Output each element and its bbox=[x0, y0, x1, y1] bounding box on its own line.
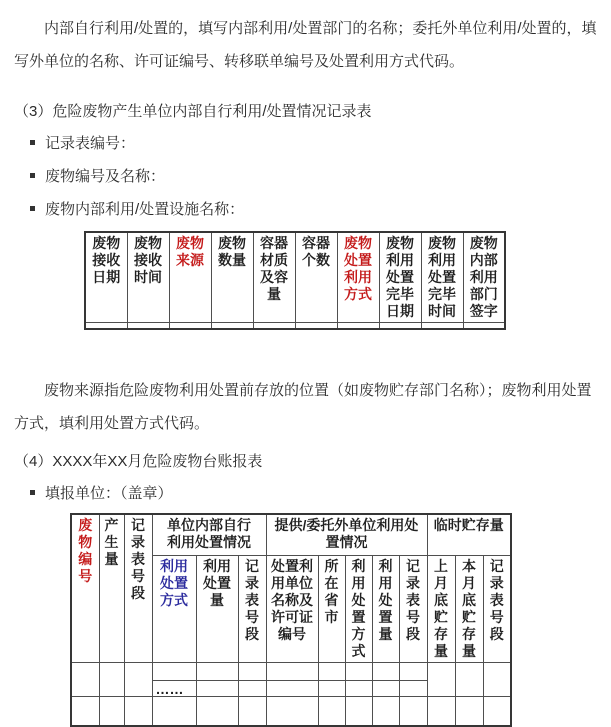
empty-cell bbox=[169, 323, 211, 330]
empty-cell bbox=[372, 697, 399, 727]
t2-group-external-disposal bbox=[266, 514, 427, 556]
empty-cell bbox=[124, 697, 152, 727]
empty-cell bbox=[196, 697, 238, 727]
empty-cell bbox=[152, 697, 196, 727]
bullet-square-icon bbox=[30, 490, 35, 495]
t2-col-storage-last-month: 上月底贮存量 bbox=[427, 556, 455, 663]
t1-col-waste-source: 废物来源 bbox=[169, 232, 211, 323]
list-item-label: 废物编号及名称： bbox=[45, 168, 166, 185]
t2-col-waste-code: 废物编号 bbox=[71, 514, 99, 663]
t2-col-storage-this-month: 本月底贮存量 bbox=[455, 556, 483, 663]
t1-col-dept-signature: 废物内部利用部门签字 bbox=[463, 232, 505, 323]
empty-cell bbox=[455, 697, 483, 727]
empty-cell bbox=[211, 323, 253, 330]
t2-col-internal-method: 利用处置方式 bbox=[152, 556, 196, 663]
table-row bbox=[71, 697, 511, 727]
empty-cell bbox=[266, 697, 318, 727]
note-paragraph: 废物来源指危险废物利用处置前存放的位置（如废物贮存部门名称）；废物利用处置方式，填利用处置方式代码。 bbox=[14, 382, 592, 432]
t2-group-internal-disposal bbox=[152, 514, 266, 556]
empty-cell bbox=[238, 663, 266, 681]
list-item bbox=[14, 192, 597, 225]
bullet-square-icon bbox=[30, 173, 35, 178]
empty-cell bbox=[295, 323, 337, 330]
empty-cell bbox=[127, 323, 169, 330]
empty-cell bbox=[372, 681, 399, 697]
t2-col-internal-amount: 利用处置量 bbox=[196, 556, 238, 663]
t2-col-storage-record-range: 记录表号段 bbox=[483, 556, 511, 663]
empty-cell bbox=[399, 663, 427, 681]
t1-col-waste-amount: 废物数量 bbox=[211, 232, 253, 323]
list-item bbox=[14, 159, 597, 192]
section-4-heading: （4）XXXX年XX月危险废物台账报表 bbox=[14, 453, 263, 470]
t1-col-receive-time: 废物接收时间 bbox=[127, 232, 169, 323]
list-item-label: 记录表编号： bbox=[45, 135, 136, 152]
section-4-bullet-list bbox=[14, 476, 597, 509]
empty-cell bbox=[71, 697, 99, 727]
t2-col-external-unit-license: 处置利用单位名称及许可证编号 bbox=[266, 556, 318, 663]
empty-cell bbox=[345, 697, 372, 727]
empty-cell bbox=[196, 663, 238, 681]
empty-cell bbox=[427, 697, 455, 727]
empty-cell bbox=[99, 663, 124, 697]
t2-col-external-method: 利用处置方式 bbox=[345, 556, 372, 663]
empty-cell bbox=[483, 663, 511, 697]
list-item bbox=[14, 476, 597, 509]
t1-col-finish-date: 废物利用处置完毕日期 bbox=[379, 232, 421, 323]
section-3-bullet-list bbox=[14, 126, 597, 225]
t2-col-record-number-range: 记录表号段 bbox=[124, 514, 152, 663]
empty-cell bbox=[455, 663, 483, 697]
table-header-row bbox=[85, 232, 505, 323]
list-item-label: 填报单位：（盖章） bbox=[45, 485, 173, 502]
t2-col-generated-amount: 产生量 bbox=[99, 514, 124, 663]
group-label-line: 利用处置情况 bbox=[167, 534, 251, 550]
t2-col-external-record-range: 记录表号段 bbox=[399, 556, 427, 663]
monthly-ledger-table-wrap bbox=[70, 513, 597, 727]
empty-cell bbox=[238, 697, 266, 727]
empty-cell bbox=[238, 681, 266, 697]
empty-cell bbox=[399, 697, 427, 727]
table-row bbox=[71, 663, 511, 681]
empty-cell bbox=[483, 697, 511, 727]
monthly-ledger-table bbox=[70, 513, 512, 727]
bullet-square-icon bbox=[30, 140, 35, 145]
table-group-header-row bbox=[71, 514, 511, 556]
empty-cell bbox=[379, 323, 421, 330]
empty-cell bbox=[85, 323, 127, 330]
t2-group-temporary-storage: 临时贮存量 bbox=[427, 514, 511, 556]
group-label-line: 提供/委托外单位利用处 bbox=[274, 517, 419, 533]
t1-col-finish-time: 废物利用处置完毕时间 bbox=[421, 232, 463, 323]
intro-paragraph: 内部自行利用/处置的，填写内部利用/处置部门的名称；委托外单位利用/处置的，填写外单位的名称、许可证编号、转移联单编号及处置利用方式代码。 bbox=[14, 20, 597, 70]
t2-col-external-province: 所在省市 bbox=[318, 556, 345, 663]
empty-cell bbox=[318, 663, 345, 681]
empty-cell bbox=[345, 681, 372, 697]
section-3-heading: （3）危险废物产生单位内部自行利用/处置情况记录表 bbox=[14, 103, 372, 120]
empty-cell bbox=[372, 663, 399, 681]
ellipsis-cell: …… bbox=[152, 681, 196, 697]
empty-cell bbox=[99, 697, 124, 727]
bullet-square-icon bbox=[30, 206, 35, 211]
t2-col-external-amount: 利用处置量 bbox=[372, 556, 399, 663]
empty-cell bbox=[337, 323, 379, 330]
empty-cell bbox=[318, 697, 345, 727]
empty-cell bbox=[196, 681, 238, 697]
empty-cell bbox=[71, 663, 99, 697]
t1-col-receive-date: 废物接收日期 bbox=[85, 232, 127, 323]
group-label-line: 单位内部自行 bbox=[167, 517, 251, 533]
t1-col-container-count: 容器个数 bbox=[295, 232, 337, 323]
empty-cell bbox=[427, 663, 455, 697]
empty-cell bbox=[399, 681, 427, 697]
empty-cell bbox=[318, 681, 345, 697]
empty-cell bbox=[152, 663, 196, 681]
t2-col-internal-record-range: 记录表号段 bbox=[238, 556, 266, 663]
table-row bbox=[85, 323, 505, 330]
empty-cell bbox=[253, 323, 295, 330]
empty-cell bbox=[124, 663, 152, 697]
t1-col-disposal-method: 废物处置利用方式 bbox=[337, 232, 379, 323]
empty-cell bbox=[345, 663, 372, 681]
t1-col-container-material: 容器材质及容量 bbox=[253, 232, 295, 323]
group-label-line: 置情况 bbox=[325, 534, 368, 550]
internal-disposal-record-table bbox=[84, 231, 506, 330]
list-item bbox=[14, 126, 597, 159]
empty-cell bbox=[421, 323, 463, 330]
empty-cell bbox=[266, 663, 318, 681]
empty-cell bbox=[463, 323, 505, 330]
empty-cell bbox=[266, 681, 318, 697]
list-item-label: 废物内部利用/处置设施名称： bbox=[45, 201, 245, 218]
internal-disposal-record-table-wrap bbox=[84, 231, 597, 330]
